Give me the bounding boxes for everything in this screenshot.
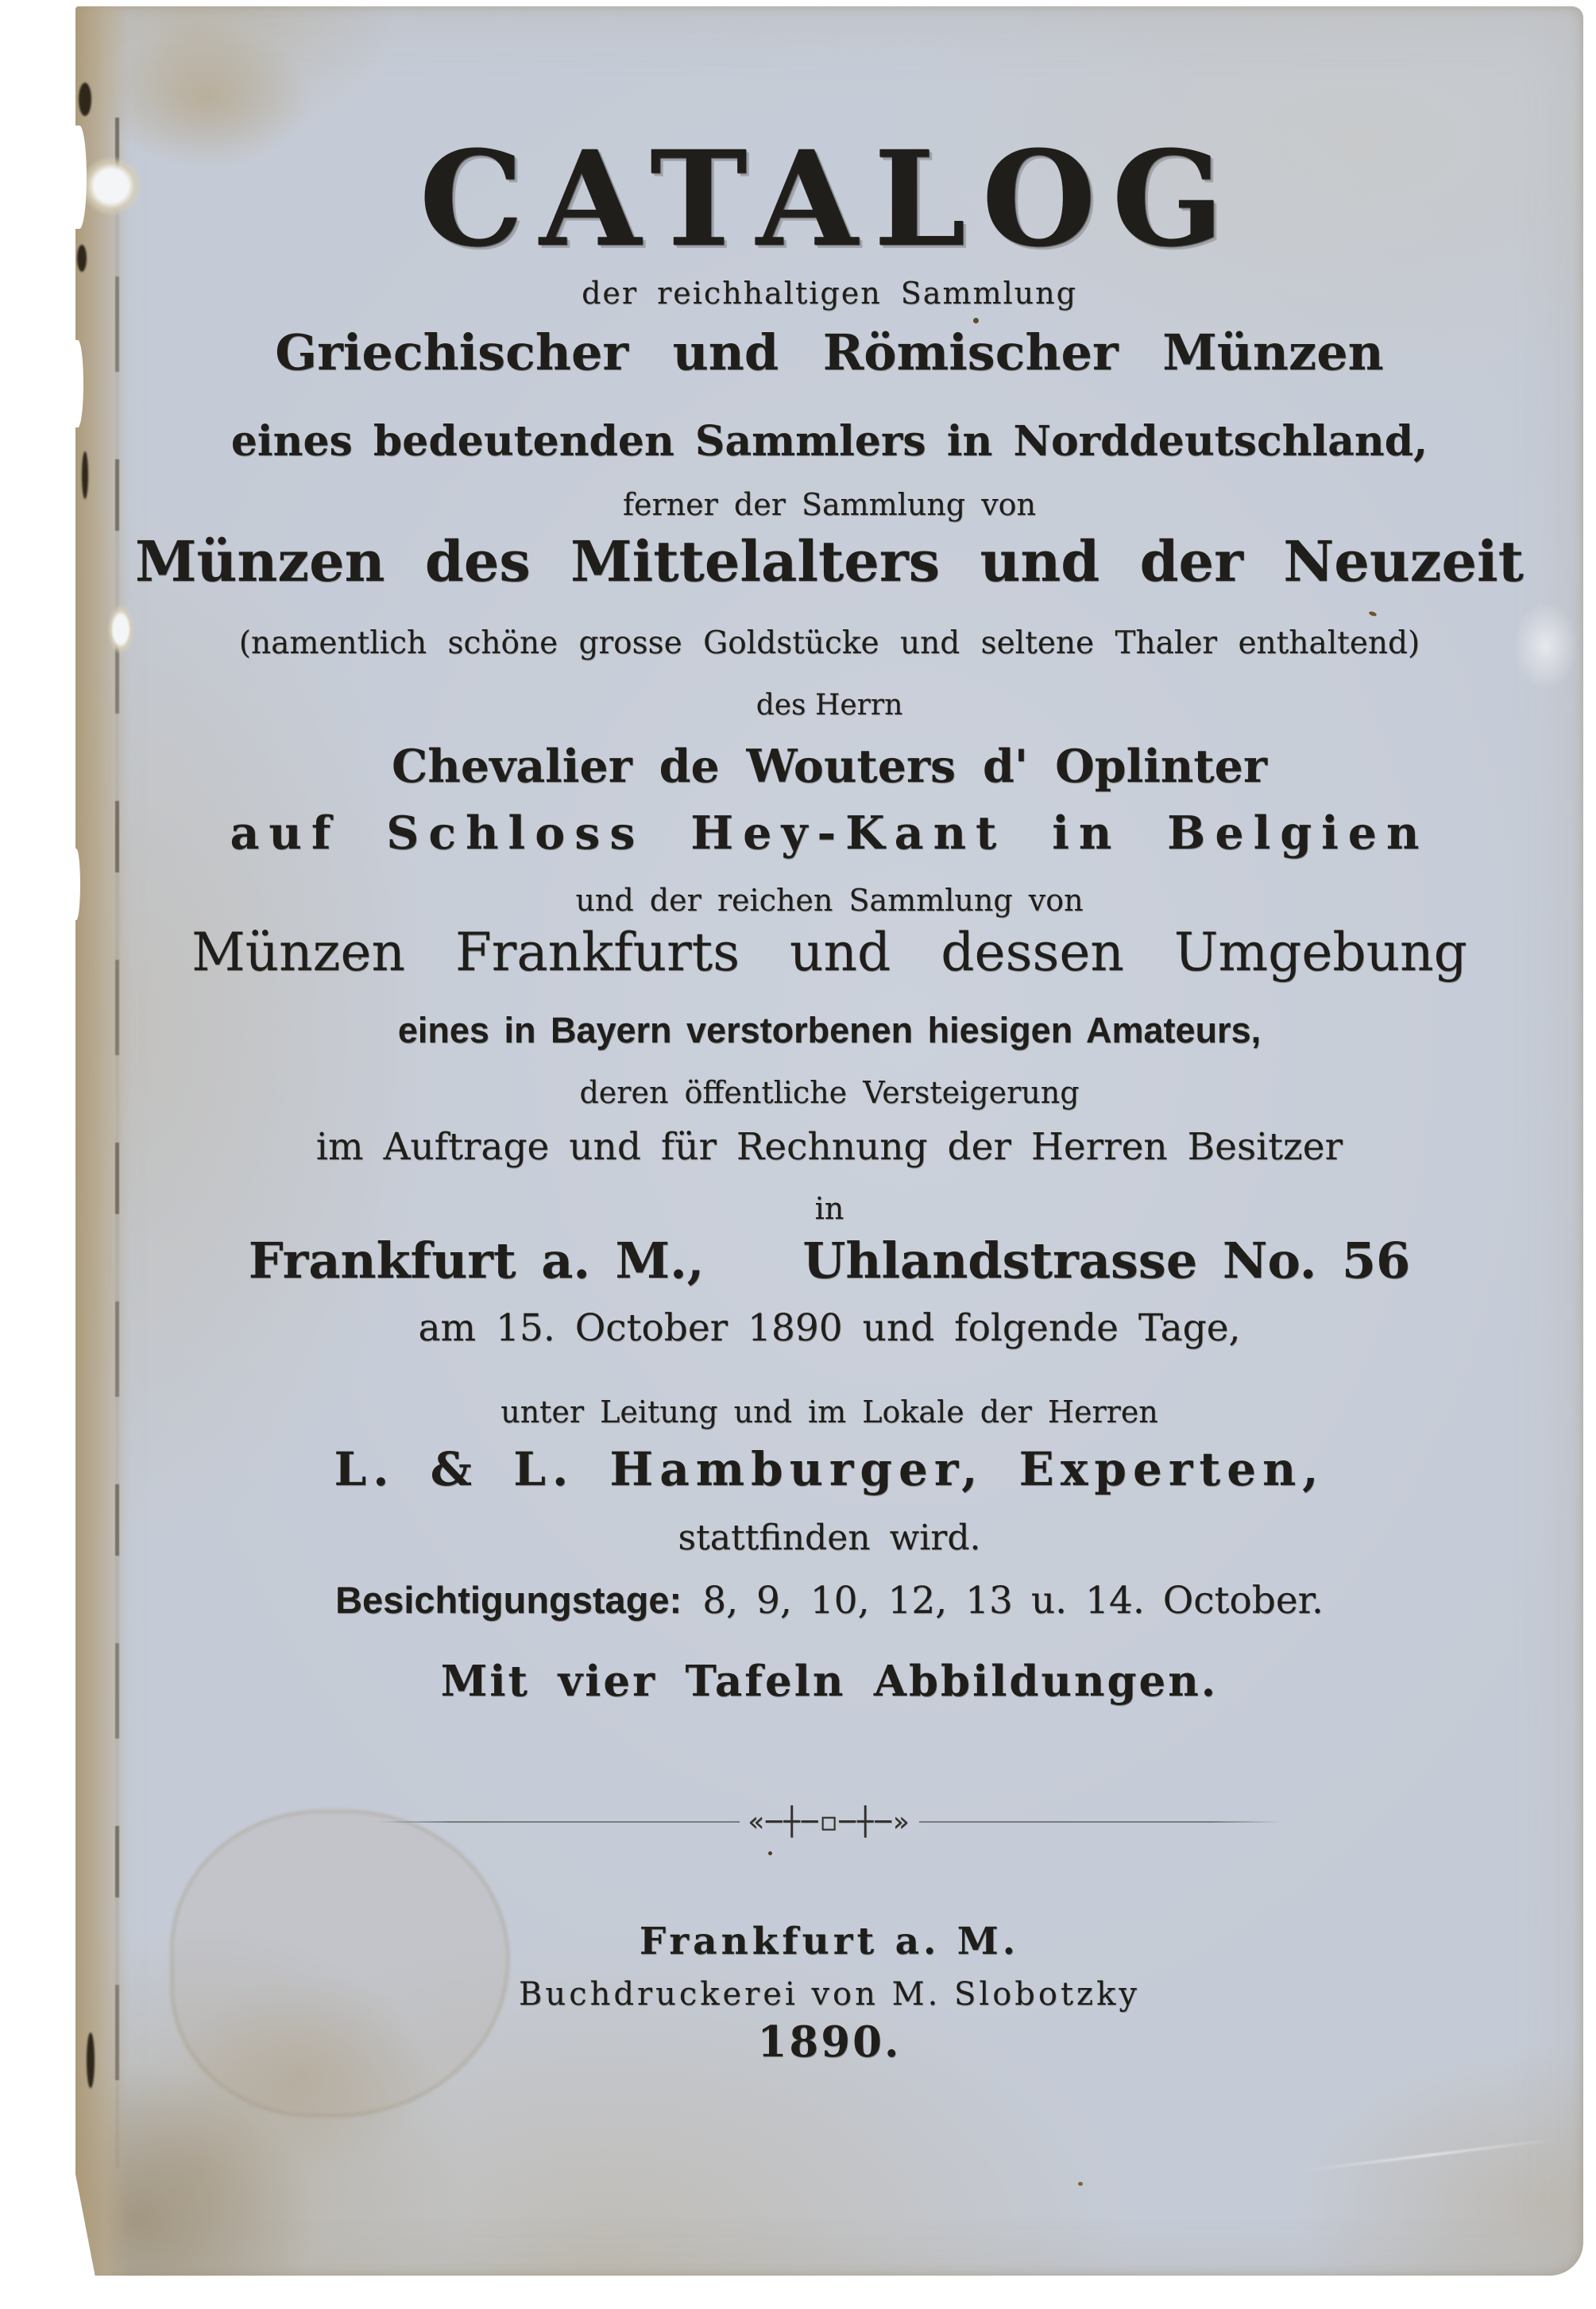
imprint-city: Frankfurt a. M.	[639, 1920, 1020, 1963]
viewing-days-label: Besichtigungstage:	[335, 1579, 682, 1621]
auction-experts: L. & L. Hamburger, Experten,	[334, 1442, 1325, 1496]
auction-date: am 15. October 1890 und folgende Tage,	[418, 1306, 1241, 1350]
auction-mandate: im Auftrage und für Rechnung der Herren Besitzer	[315, 1125, 1343, 1169]
series-line: der reichhaltigen Sammlung	[582, 276, 1077, 311]
collection3-title: Münzen Frankfurts und dessen Umgebung	[191, 922, 1467, 983]
auction-in: in	[814, 1191, 844, 1226]
imprint-year: 1890.	[757, 2017, 902, 2067]
owner-residence: auf Schloss Hey-Kant in Belgien	[230, 806, 1429, 860]
collection1-owner: eines bedeutenden Sammlers in Norddeutschland,	[230, 417, 1428, 466]
owner-name: Chevalier de Wouters d' Oplinter	[392, 740, 1267, 793]
title-page	[75, 6, 1583, 2276]
main-title: CATALOG	[419, 122, 1240, 276]
water-stain-ring	[171, 1810, 509, 2117]
auction-close: stattfinden wird.	[678, 1518, 981, 1558]
ink-speck	[973, 318, 979, 323]
collection1-title: Griechischer und Römischer Münzen	[275, 323, 1384, 381]
ink-speck	[1078, 2182, 1083, 2186]
connector1: ferner der Sammlung von	[622, 487, 1037, 522]
stain-bottom-left	[75, 1910, 489, 2276]
viewing-days-dates: 8, 9, 10, 12, 13 u. 14. October.	[702, 1579, 1324, 1622]
plates-note: Mit vier Tafeln Abbildungen.	[440, 1657, 1219, 1706]
divider-rule-right	[919, 1821, 1282, 1823]
auction-intro: deren öffentliche Versteigerung	[579, 1075, 1080, 1110]
imprint-printer: Buchdruckerei von M. Slobotzky	[519, 1976, 1140, 2013]
collection2-note: (namentlich schöne grosse Goldstücke und seltene Thaler enthaltend)	[238, 625, 1420, 661]
divider-rule-left	[377, 1821, 740, 1823]
owner-intro: des Herrn	[755, 689, 903, 721]
auction-management: unter Leitung und im Lokale der Herren	[500, 1394, 1158, 1429]
bottom-right-crease	[1298, 2138, 1559, 2172]
collection3-owner: eines in Bayern verstorbenen hiesigen Amateurs,	[397, 1010, 1262, 1050]
collection2-title: Münzen des Mittelalters und der Neuzeit	[135, 528, 1524, 594]
ink-speck	[768, 1851, 772, 1855]
auction-location: Frankfurt a. M., Uhlandstrasse No. 56	[248, 1232, 1411, 1290]
divider-ornament-icon: «─┼─▫─┼─»	[748, 1806, 911, 1838]
ornamental-divider	[377, 1806, 1282, 1838]
connector2: und der reichen Sammlung von	[575, 883, 1084, 918]
viewing-days-line	[75, 1579, 1583, 1622]
ink-speck	[1368, 610, 1377, 617]
edge-notch	[79, 83, 91, 116]
